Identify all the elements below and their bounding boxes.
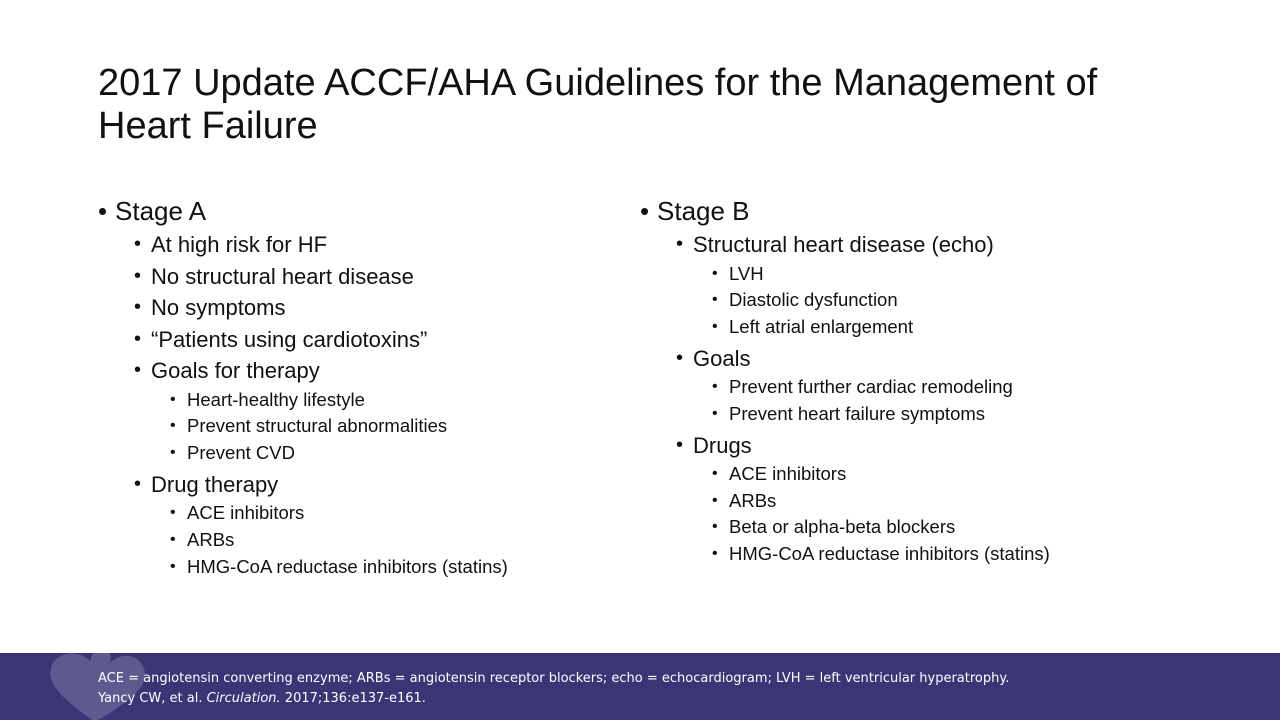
list-item	[712, 488, 1200, 515]
list-item-label: Prevent further cardiac remodeling	[729, 376, 1013, 398]
list-item	[170, 387, 618, 414]
bullet-icon: •	[712, 518, 718, 536]
bullet-icon: •	[134, 359, 142, 381]
stage-a-goals-heading	[134, 355, 618, 387]
slide-title: 2017 Update ACCF/AHA Guidelines for the Management of Heart Failure	[98, 62, 1098, 147]
stage-a-heading-label: Stage A	[115, 196, 207, 226]
stage-a-heading	[98, 194, 618, 228]
list-item-label: Prevent CVD	[187, 441, 295, 463]
bullet-icon: •	[712, 545, 718, 563]
list-item	[712, 401, 1200, 428]
list-item-label: Drug therapy	[151, 471, 279, 497]
bullet-icon: •	[712, 291, 718, 309]
list-item-label: Diastolic dysfunction	[729, 289, 898, 311]
list-item	[170, 440, 618, 467]
bullet-icon: •	[712, 264, 718, 282]
list-item	[712, 461, 1200, 488]
list-item-label: “Patients using cardiotoxins”	[151, 326, 428, 352]
footer-bar	[0, 653, 1280, 720]
bullet-icon: •	[640, 196, 650, 226]
list-item-label: Drugs	[693, 432, 752, 458]
list-item-label: ARBs	[729, 489, 777, 511]
bullet-icon: •	[712, 491, 718, 509]
bullet-icon: •	[712, 317, 718, 335]
list-item	[712, 261, 1200, 288]
stage-b-heading	[640, 194, 1200, 228]
bullet-icon: •	[134, 472, 142, 495]
list-item-label: ACE inhibitors	[187, 502, 305, 524]
stage-b-column	[640, 194, 1200, 568]
bullet-icon: •	[712, 378, 718, 396]
list-item	[134, 292, 618, 324]
list-item-label: HMG-CoA reductase inhibitors (statins)	[729, 543, 1050, 565]
list-item	[712, 374, 1200, 401]
list-item-label: Heart-healthy lifestyle	[187, 388, 365, 410]
citation-authors: Yancy CW, et al.	[98, 691, 203, 706]
list-item-label: ACE inhibitors	[729, 463, 847, 485]
list-item	[712, 514, 1200, 541]
abbreviations-note: ACE = angiotensin converting enzyme; ARBs = angiotensin receptor blockers; echo = echocardiogram; LVH = left ventricular hyperatrophy.	[98, 671, 1010, 686]
list-item-label: No symptoms	[151, 295, 286, 320]
list-item-label: Structural heart disease (echo)	[693, 232, 994, 257]
stage-b-heading-label: Stage B	[657, 196, 750, 226]
list-item	[134, 324, 618, 356]
bullet-icon: •	[134, 327, 142, 350]
stage-b-goals-heading	[676, 343, 1200, 375]
bullet-icon: •	[170, 504, 176, 522]
list-item-label: Prevent structural abnormalities	[187, 415, 448, 437]
list-item	[170, 500, 618, 527]
stage-b-structural-heading	[676, 229, 1200, 261]
bullet-icon: •	[134, 264, 142, 287]
list-item-label: ARBs	[187, 528, 235, 550]
list-item-label: Left atrial enlargement	[729, 315, 914, 337]
list-item-label: At high risk for HF	[151, 232, 328, 257]
stage-a-column	[98, 194, 618, 580]
bullet-icon: •	[170, 390, 176, 408]
list-item	[170, 554, 618, 581]
list-item-label: HMG-CoA reductase inhibitors (statins)	[187, 555, 508, 577]
list-item-label: Prevent heart failure symptoms	[729, 402, 986, 424]
bullet-icon: •	[676, 346, 684, 369]
list-item-label: Beta or alpha-beta blockers	[729, 516, 956, 538]
bullet-icon: •	[134, 296, 142, 318]
list-item-label: Goals	[693, 345, 751, 371]
citation-details: 2017;136:e137-e161.	[284, 691, 426, 706]
citation	[98, 689, 1248, 709]
list-item	[170, 413, 618, 440]
list-item-label: No structural heart disease	[151, 263, 414, 289]
list-item	[712, 541, 1200, 568]
bullet-icon: •	[170, 557, 176, 575]
stage-a-drug-heading	[134, 469, 618, 501]
bullet-icon: •	[170, 443, 176, 461]
list-item	[712, 314, 1200, 341]
footer-notes	[98, 669, 1248, 709]
list-item	[134, 261, 618, 293]
list-item	[712, 287, 1200, 314]
bullet-icon: •	[170, 530, 176, 548]
list-item	[170, 527, 618, 554]
bullet-icon: •	[676, 233, 684, 255]
bullet-icon: •	[134, 233, 142, 255]
list-item	[134, 229, 618, 261]
bullet-icon: •	[712, 465, 718, 483]
bullet-icon: •	[676, 433, 684, 456]
bullet-icon: •	[98, 196, 108, 226]
bullet-icon: •	[170, 417, 176, 435]
list-item-label: LVH	[729, 262, 764, 284]
citation-journal: Circulation.	[206, 691, 281, 706]
stage-b-drug-heading	[676, 430, 1200, 462]
list-item-label: Goals for therapy	[151, 358, 320, 383]
bullet-icon: •	[712, 404, 718, 422]
